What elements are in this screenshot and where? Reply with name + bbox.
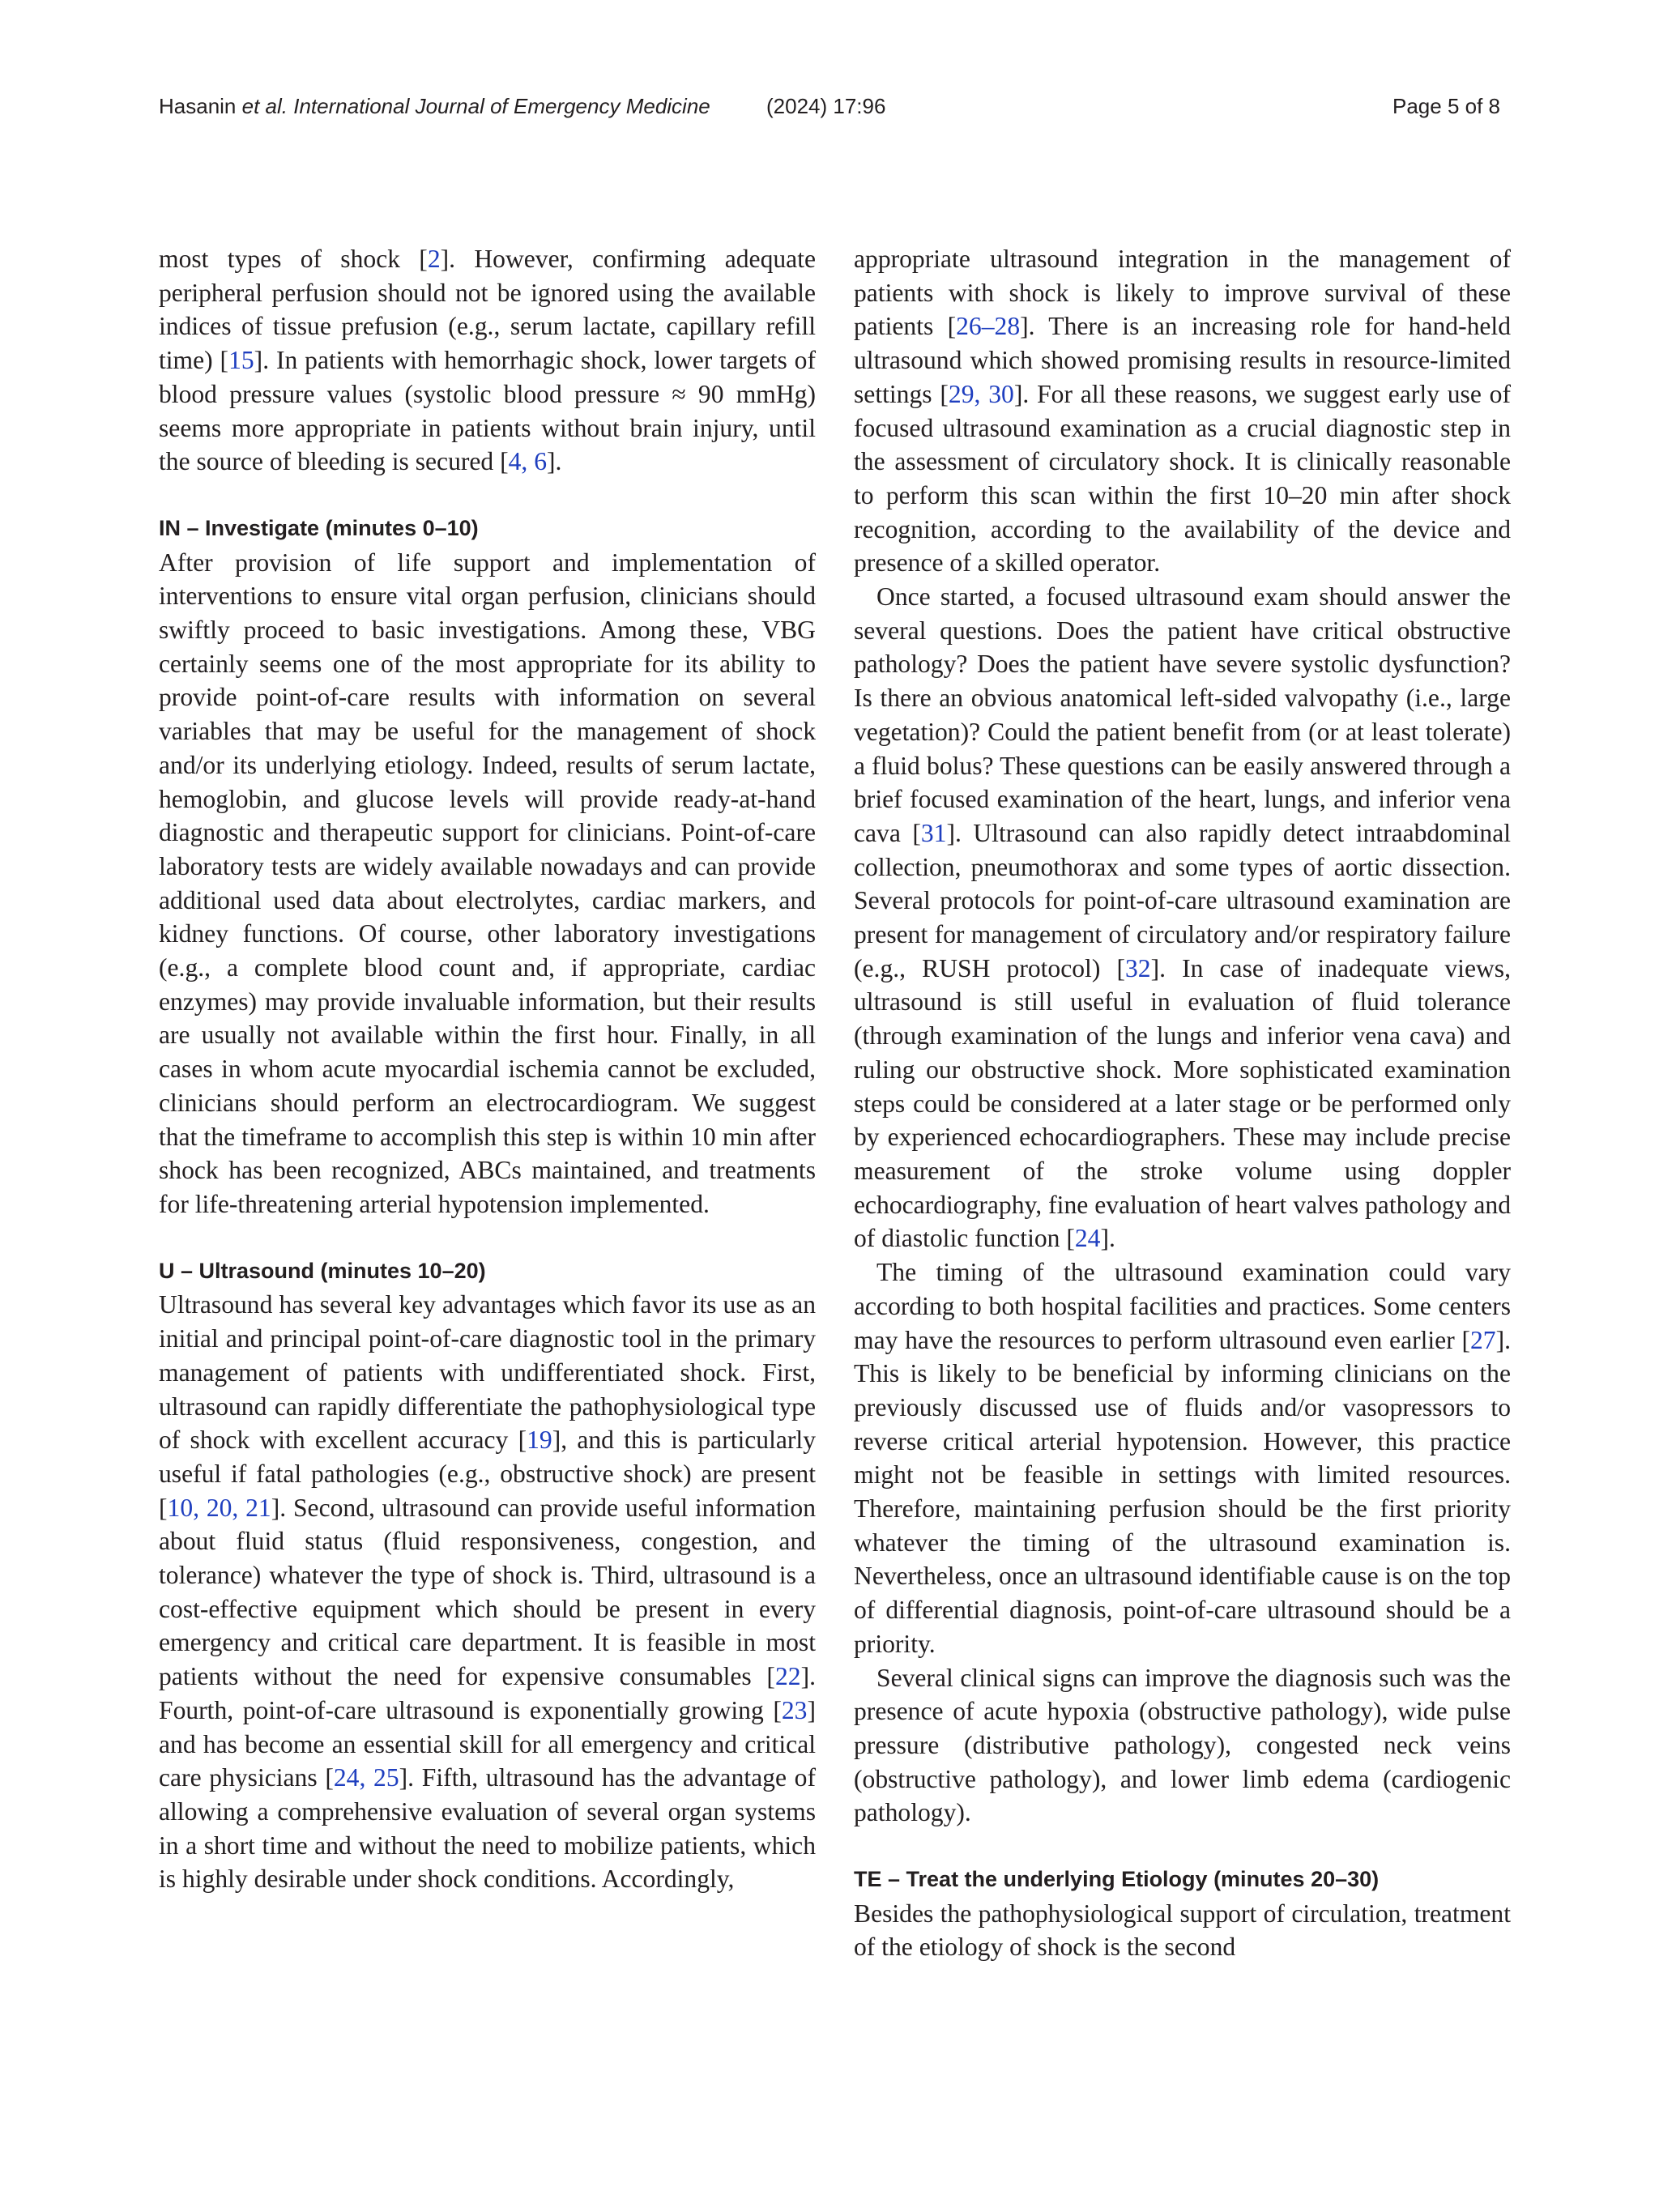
citation-link[interactable]: 31 — [920, 818, 947, 847]
citation-link[interactable]: 23 — [781, 1695, 808, 1724]
header-citation — [159, 94, 710, 119]
citation-link[interactable]: 15 — [228, 346, 254, 375]
header-page-number: Page 5 of 8 — [1392, 94, 1500, 118]
paragraph: appropriate ultrasound integration in the management of patients with shock is likely to improve survival of these patients [26–28]. There is an increasing role for hand-held ultrasound which showed promising results in resource-limited settings [29, 30]. For all these reasons, we suggest early use of focused ultrasound examination as a crucial diagnostic step in the assessment of circulatory shock. It is clinically reasonable to perform this scan within the first 10–20 min after shock recognition, according to the availability of the device and presence of a skilled operator. — [854, 245, 1511, 578]
citation-link[interactable]: 26–28 — [956, 312, 1021, 341]
citation-link[interactable]: 32 — [1124, 953, 1151, 982]
right-column — [854, 242, 1511, 1964]
citation-link[interactable]: 19 — [527, 1426, 552, 1455]
citation-link[interactable]: 24 — [1074, 1224, 1101, 1253]
section-heading-treat-etiology: TE – Treat the underlying Etiology (minutes 20–30) — [854, 1867, 1380, 1892]
header-journal: International Journal of Emergency Medicine — [293, 94, 710, 118]
left-column — [159, 242, 816, 1896]
citation-link[interactable]: 24, 25 — [333, 1763, 399, 1792]
citation-link[interactable]: 29, 30 — [948, 379, 1014, 408]
paragraph: After provision of life support and implementation of interventions to ensure vital organ perfusion, clinicians should swiftly proceed to basic investigations. Among these, VBG certainly seems one of the most appropriate for its ability to provide point-of-care results with information on several variables that may be useful for the management of shock and/or its underlying etiology. Indeed, results of serum lactate, hemoglobin, and glucose levels will provide ready-at-hand diagnostic and therapeutic support for clinicians. Point-of-care laboratory tests are widely available nowadays and can provide additional used data about electrolytes, cardiac markers, and kidney functions. Of course, other laboratory investigations (e.g., a complete blood count and, if appropriate, cardiac enzymes) may provide invaluable information, but their results are usually not available within the first hour. Finally, in all cases in whom acute myocardial ischemia cannot be excluded, clinicians should perform an electrocardiogram. We suggest that the timeframe to accomplish this step is within 10 min after shock has been recognized, ABCs maintained, and treatments for life-threatening arterial hypotension implemented. — [159, 548, 816, 1218]
section-heading-ultrasound: U – Ultrasound (minutes 10–20) — [159, 1258, 486, 1283]
section-heading-investigate: IN – Investigate (minutes 0–10) — [159, 515, 479, 540]
paragraph: Ultrasound has several key advantages which favor its use as an initial and principal point-of-care diagnostic tool in the primary management of patients with undifferentiated shock. First, ultrasound can rapidly differentiate the pathophysiological type of shock with excellent accuracy [19], and this is particularly useful if fatal pathologies (e.g., obstructive shock) are present [10, 20, 21]. Second, ultrasound can provide useful information about fluid status (fluid responsiveness, congestion, and tolerance) whatever the type of shock is. Third, ultrasound is a cost-effective equipment which should be present in every emergency and critical care department. It is feasible in most patients without the need for expensive consumables [22]. Fourth, point-of-care ultrasound is exponentially growing [23] and has become an essential skill for all emergency and critical care physicians [24, 25]. Fifth, ultrasound has the advantage of allowing a comprehensive evaluation of several organ systems in a short time and without the need to mobilize patients, which is highly desirable under shock conditions. Accordingly, — [159, 1290, 817, 1894]
header-authors: Hasanin — [159, 94, 237, 118]
header-volume: (2024) 17:96 — [766, 94, 886, 118]
citation-link[interactable]: 22 — [774, 1662, 801, 1691]
paragraph: Besides the pathophysiological support of circulation, treatment of the etiology of shock is the second — [854, 1899, 1511, 1962]
running-head — [159, 94, 1500, 126]
citation-link[interactable]: 10, 20, 21 — [167, 1493, 271, 1522]
paragraph: Once started, a focused ultrasound exam should answer the several questions. Does the patient have critical obstructive pathology? Does the patient have severe systolic dysfunction? Is there an obvious anatomical left-sided valvopathy (i.e., large vegetation)? Could the patient benefit from (or at least tolerate) a fluid bolus? These questions can be easily answered through a brief focused examination of the heart, lungs, and inferior vena cava [31]. Ultrasound can also rapidly detect intraabdominal collection, pneumothorax and some types of aortic dissection. Several protocols for point-of-care ultrasound examination are present for management of circulatory and/or respiratory failure (e.g., RUSH protocol) [32]. In case of inadequate views, ultrasound is still useful in evaluation of fluid tolerance (through examination of the lungs and inferior vena cava) and ruling our obstructive shock. More sophisticated examination steps could be considered at a later stage or be performed only by experienced echocardiographers. These may include precise measurement of the stroke volume using doppler echocardiography, fine evaluation of heart valves pathology and of diastolic function [24]. — [854, 582, 1511, 1253]
paragraph: Several clinical signs can improve the diagnosis such was the presence of acute hypoxia (obstructive pathology), wide pulse pressure (distributive pathology), congested neck veins (obstructive pathology), and lower limb edema (cardiogenic pathology). — [854, 1663, 1511, 1827]
paragraph: most types of shock [2]. However, confirming adequate peripheral perfusion should not be ignored using the available indices of tissue prefusion (e.g., serum lactate, capillary refill time) [15]. In patients with hemorrhagic shock, lower targets of blood pressure values (systolic blood pressure ≈ 90 mmHg) seems more appropriate in patients without brain injury, until the source of bleeding is secured [4, 6]. — [159, 245, 817, 476]
citation-link[interactable]: 2 — [427, 245, 441, 273]
header-et-al: et al. — [241, 94, 288, 118]
paragraph: The timing of the ultrasound examination could vary according to both hospital facilities and practices. Some centers may have the resources to perform ultrasound even earlier [27]. This is likely to be beneficial by informing clinicians on the previously discussed use of fluids and/or vasopressors to reverse critical arterial hypotension. However, this practice might not be feasible in settings with limited resources. Therefore, maintaining perfusion should be the first priority whatever the timing of the ultrasound examination is. Nevertheless, once an ultrasound identifiable cause is on the top of differential diagnosis, point-of-care ultrasound should be a priority. — [854, 1258, 1511, 1658]
citation-link[interactable]: 27 — [1469, 1325, 1496, 1354]
citation-link[interactable]: 4, 6 — [508, 447, 548, 476]
